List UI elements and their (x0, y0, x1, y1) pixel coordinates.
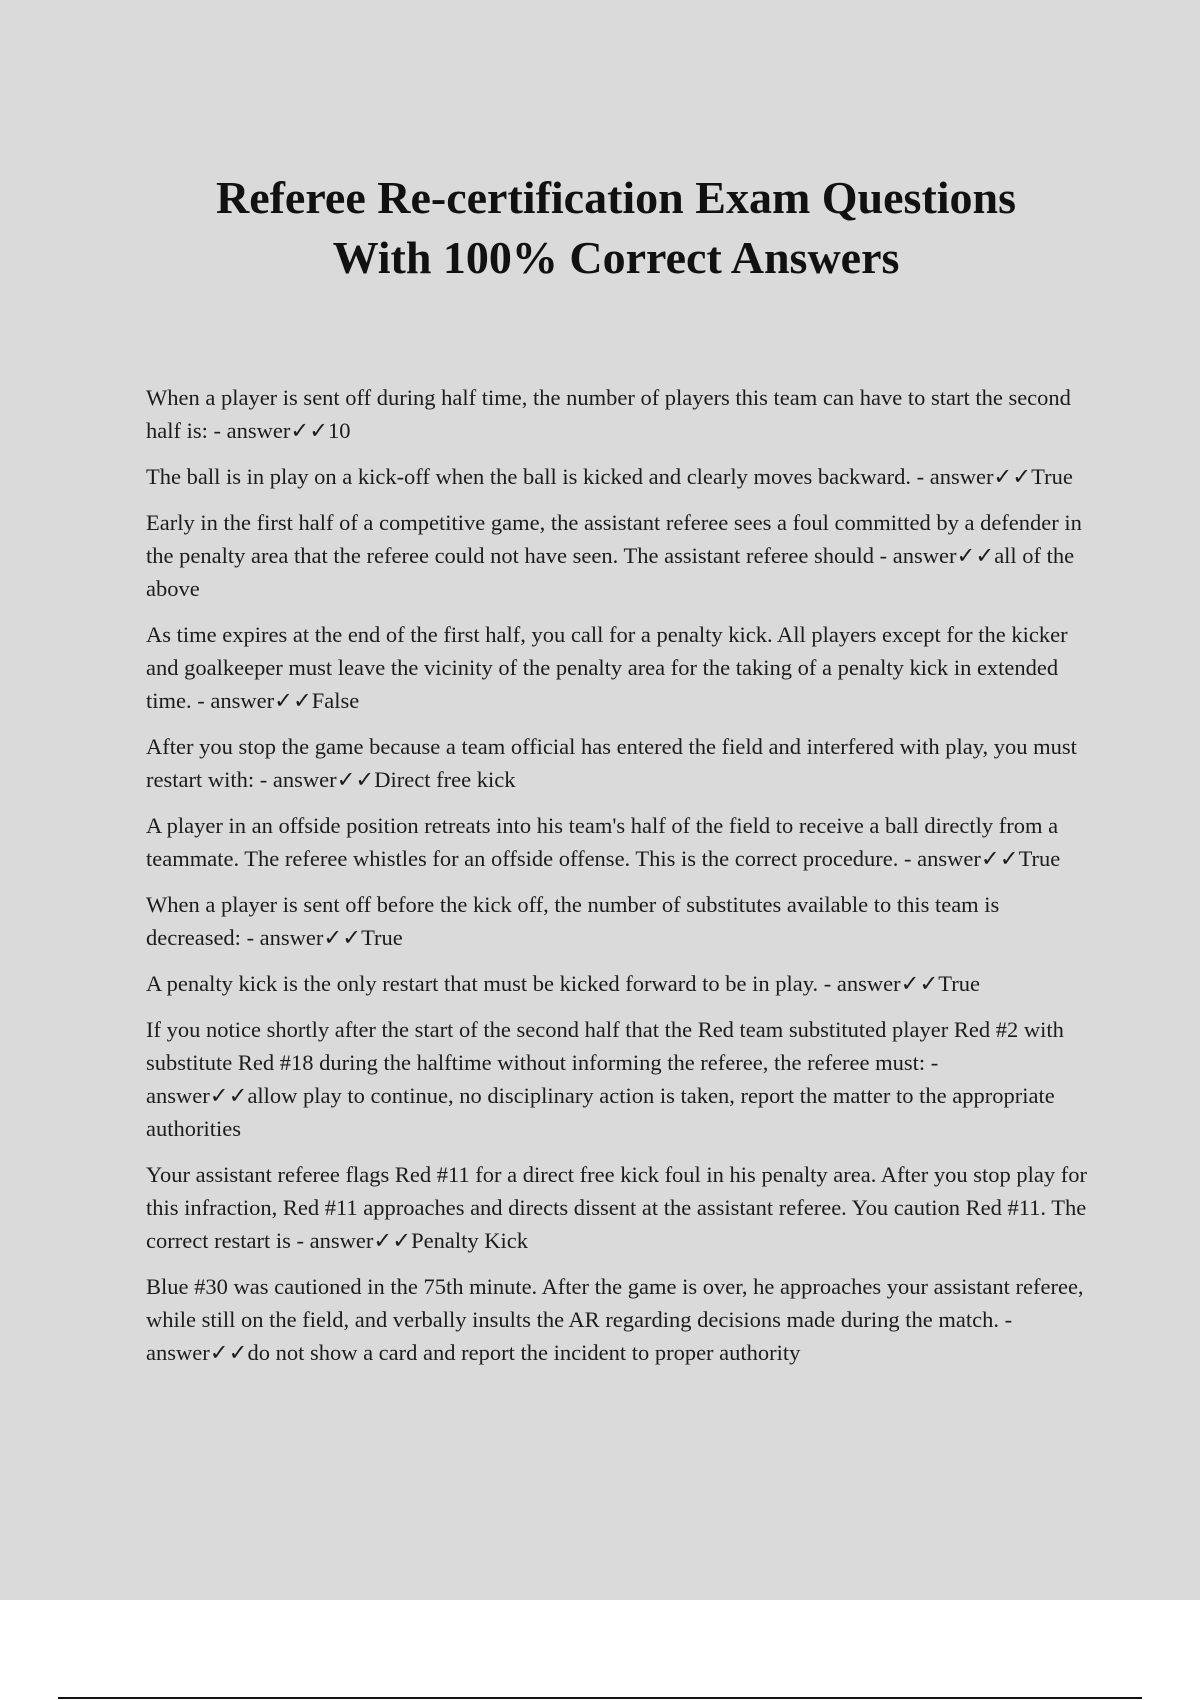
answer-text: False (311, 688, 360, 713)
question-text: When a player is sent off during half time, the number of players this team can have to start the second half is: (146, 385, 1071, 443)
question-text: A player in an offside position retreats into his team's half of the field to receive a ball directly from a teammate. The referee whistles for an offside offense. This is the correct procedure. (146, 813, 1059, 871)
answer-marker: - answer✓✓ (290, 1228, 412, 1253)
title-line-2: With 100% Correct Answers (332, 232, 900, 283)
answer-marker: - answer✓✓ (207, 418, 329, 443)
question-text: After you stop the game because a team official has entered the field and interfered with play, you must restart with: (146, 734, 1077, 792)
document-title (0, 168, 1200, 288)
answer-marker: - answer✓✓ (818, 971, 939, 996)
question-item (146, 1013, 1090, 1145)
title-line-1: Referee Re-certification Exam Questions (215, 172, 1017, 223)
question-item (146, 618, 1090, 717)
question-item (146, 1270, 1090, 1369)
question-item (146, 460, 1090, 493)
question-text: Early in the first half of a competitive game, the assistant referee sees a foul committed by a defender in the penalty area that the referee could not have seen. The assistant referee should (146, 510, 1082, 568)
answer-text: do not show a card and report the incident to proper authority (247, 1340, 801, 1365)
answer-text: True (1018, 846, 1061, 871)
question-text: Your assistant referee flags Red #11 for a direct free kick foul in his penalty area. After you stop play for this infraction, Red #11 approaches and directs dissent at the assistant referee. You caution Red #11. The correct restart is (146, 1162, 1087, 1253)
answer-marker: - answer✓✓ (898, 846, 1019, 871)
question-item (146, 506, 1090, 605)
question-text: A penalty kick is the only restart that must be kicked forward to be in play. (146, 971, 819, 996)
question-item (146, 730, 1090, 796)
question-item (146, 1158, 1090, 1257)
answer-text: Penalty Kick (411, 1228, 528, 1253)
question-item (146, 809, 1090, 875)
answer-marker: - answer✓✓ (254, 767, 375, 792)
answer-text: Direct free kick (374, 767, 516, 792)
question-item (146, 888, 1090, 954)
question-item (146, 967, 1090, 1000)
question-item (146, 381, 1090, 447)
question-text: As time expires at the end of the first half, you call for a penalty kick. All players except for the kicker and goalkeeper must leave the vicinity of the penalty area for the taking of a penalty kick in extended time. (146, 622, 1068, 713)
answer-text: True (361, 925, 403, 950)
answer-marker: - answer✓✓ (146, 1050, 939, 1108)
answer-marker: - answer✓✓ (910, 464, 1032, 489)
answer-text: 10 (328, 418, 351, 443)
question-list (146, 381, 1090, 1382)
page-divider-line (58, 1697, 1142, 1699)
answer-text: allow play to continue, no disciplinary action is taken, report the matter to the appropriate authorities (146, 1083, 1055, 1141)
question-text: Blue #30 was cautioned in the 75th minute. After the game is over, he approaches your assistant referee, while still on the field, and verbally insults the AR regarding decisions made during the match. (146, 1274, 1084, 1332)
answer-text: True (1031, 464, 1073, 489)
answer-marker: - answer✓✓ (191, 688, 312, 713)
answer-text: all of the above (146, 543, 1075, 601)
question-text: If you notice shortly after the start of the second half that the Red team substituted player Red #2 with substitute Red #18 during the halftime without informing the referee, the referee must: (146, 1017, 1064, 1075)
answer-marker: - answer✓✓ (240, 925, 362, 950)
answer-marker: - answer✓✓ (874, 543, 995, 568)
answer-text: True (938, 971, 980, 996)
question-text: When a player is sent off before the kick off, the number of substitutes available to this team is decreased: (146, 892, 1000, 950)
question-text: The ball is in play on a kick-off when the ball is kicked and clearly moves backward. (146, 464, 911, 489)
answer-marker: - answer✓✓ (146, 1307, 1013, 1365)
